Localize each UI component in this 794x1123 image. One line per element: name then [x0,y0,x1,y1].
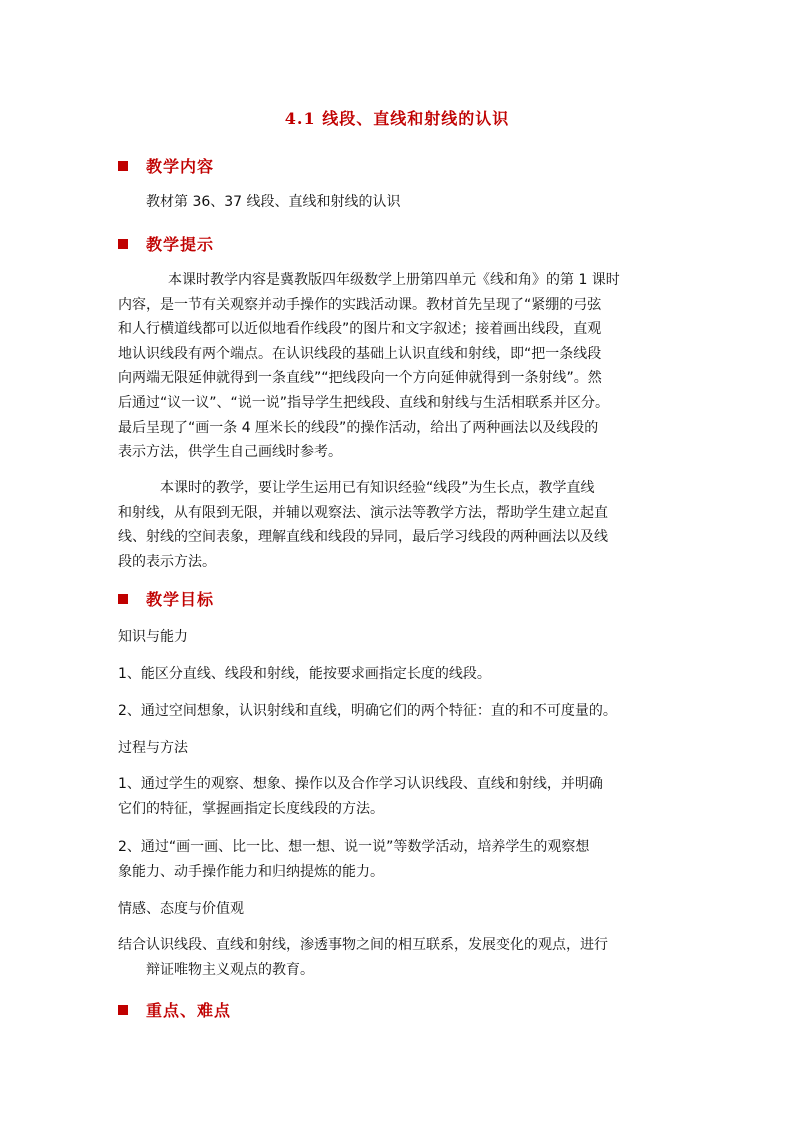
paragraph-line: 本课时教学内容是冀教版四年级数学上册第四单元《线和角》的第 1 课时 [168,272,620,288]
paragraph-line: 段的表示方法。 [118,553,216,570]
paragraph-line: 和人行横道线都可以近似地看作线段”的图片和文字叙述；接着画出线段，直观 [118,321,602,338]
goals-subheading-values: 情感、态度与价值观 [118,901,244,917]
section-label: 重点、难点 [146,1001,232,1020]
goals-item-5 [118,933,676,982]
paragraph-line: 本课时的教学，要让学生运用已有知识经验“线段”为生长点，教学直线 [160,480,595,496]
hints-paragraph-1 [118,268,676,465]
paragraph-line: 向两端无限延伸就得到一条直线”“把线段向一个方向延伸就得到一条射线”。然 [118,370,602,387]
paragraph-line: 表示方法，供学生自己画线时参考。 [118,444,342,461]
square-bullet-icon [118,161,128,171]
section-label: 教学提示 [146,235,215,254]
paragraph-line: 线、射线的空间表象，理解直线和线段的异同，最后学习线段的两种画法以及线 [118,529,608,546]
goals-item-2: 2、通过空间想象，认识射线和直线，明确它们的两个特征：直的和不可度量的。 [118,703,617,719]
paragraph-line: 辩证唯物主义观点的教育。 [146,961,314,978]
goals-item-1: 1、能区分直线、线段和射线，能按要求画指定长度的线段。 [118,666,491,682]
paragraph-line: 2、通过“画一画、比一比、想一想、说一说”等数学活动，培养学生的观察想 [118,839,590,855]
paragraph-line: 结合认识线段、直线和射线，渗透事物之间的相互联系，发展变化的观点，进行 [118,937,608,953]
section-heading-content [118,154,214,177]
section-heading-hints [118,232,214,255]
section-heading-goals [118,587,214,610]
section-label: 教学内容 [146,157,215,176]
section-label: 教学目标 [146,590,215,609]
goals-subheading-knowledge: 知识与能力 [118,629,188,645]
goals-item-3 [118,772,676,821]
square-bullet-icon [118,594,128,604]
content-text: 教材第 36、37 线段、直线和射线的认识 [146,194,401,210]
paragraph-line: 地认识线段有两个端点。在认识线段的基础上认识直线和射线，即“把一条线段 [118,345,602,362]
paragraph-line: 它们的特征，掌握画指定长度线段的方法。 [118,800,384,817]
paragraph-line: 最后呈现了“画一条 4 厘米长的线段”的操作活动，给出了两种画法以及线段的 [118,419,599,436]
paragraph-line: 1、通过学生的观察、想象、操作以及合作学习认识线段、直线和射线，并明确 [118,776,603,792]
paragraph-line: 象能力、动手操作能力和归纳提炼的能力。 [118,863,384,880]
hints-paragraph-2 [118,476,676,574]
paragraph-line: 和射线，从有限到无限，并辅以观察法、演示法等教学方法，帮助学生建立起直 [118,504,608,521]
goals-subheading-process: 过程与方法 [118,740,188,756]
section-heading-keypoints [118,998,231,1021]
page-title: 4.1 线段、直线和射线的认识 [284,109,510,128]
square-bullet-icon [118,1005,128,1015]
paragraph-line: 后通过“议一议”、“说一说”指导学生把线段、直线和射线与生活相联系并区分。 [118,394,610,411]
goals-item-4 [118,835,676,884]
square-bullet-icon [118,239,128,249]
paragraph-line: 内容，是一节有关观察并动手操作的实践活动课。教材首先呈现了“紧绷的弓弦 [118,296,602,313]
